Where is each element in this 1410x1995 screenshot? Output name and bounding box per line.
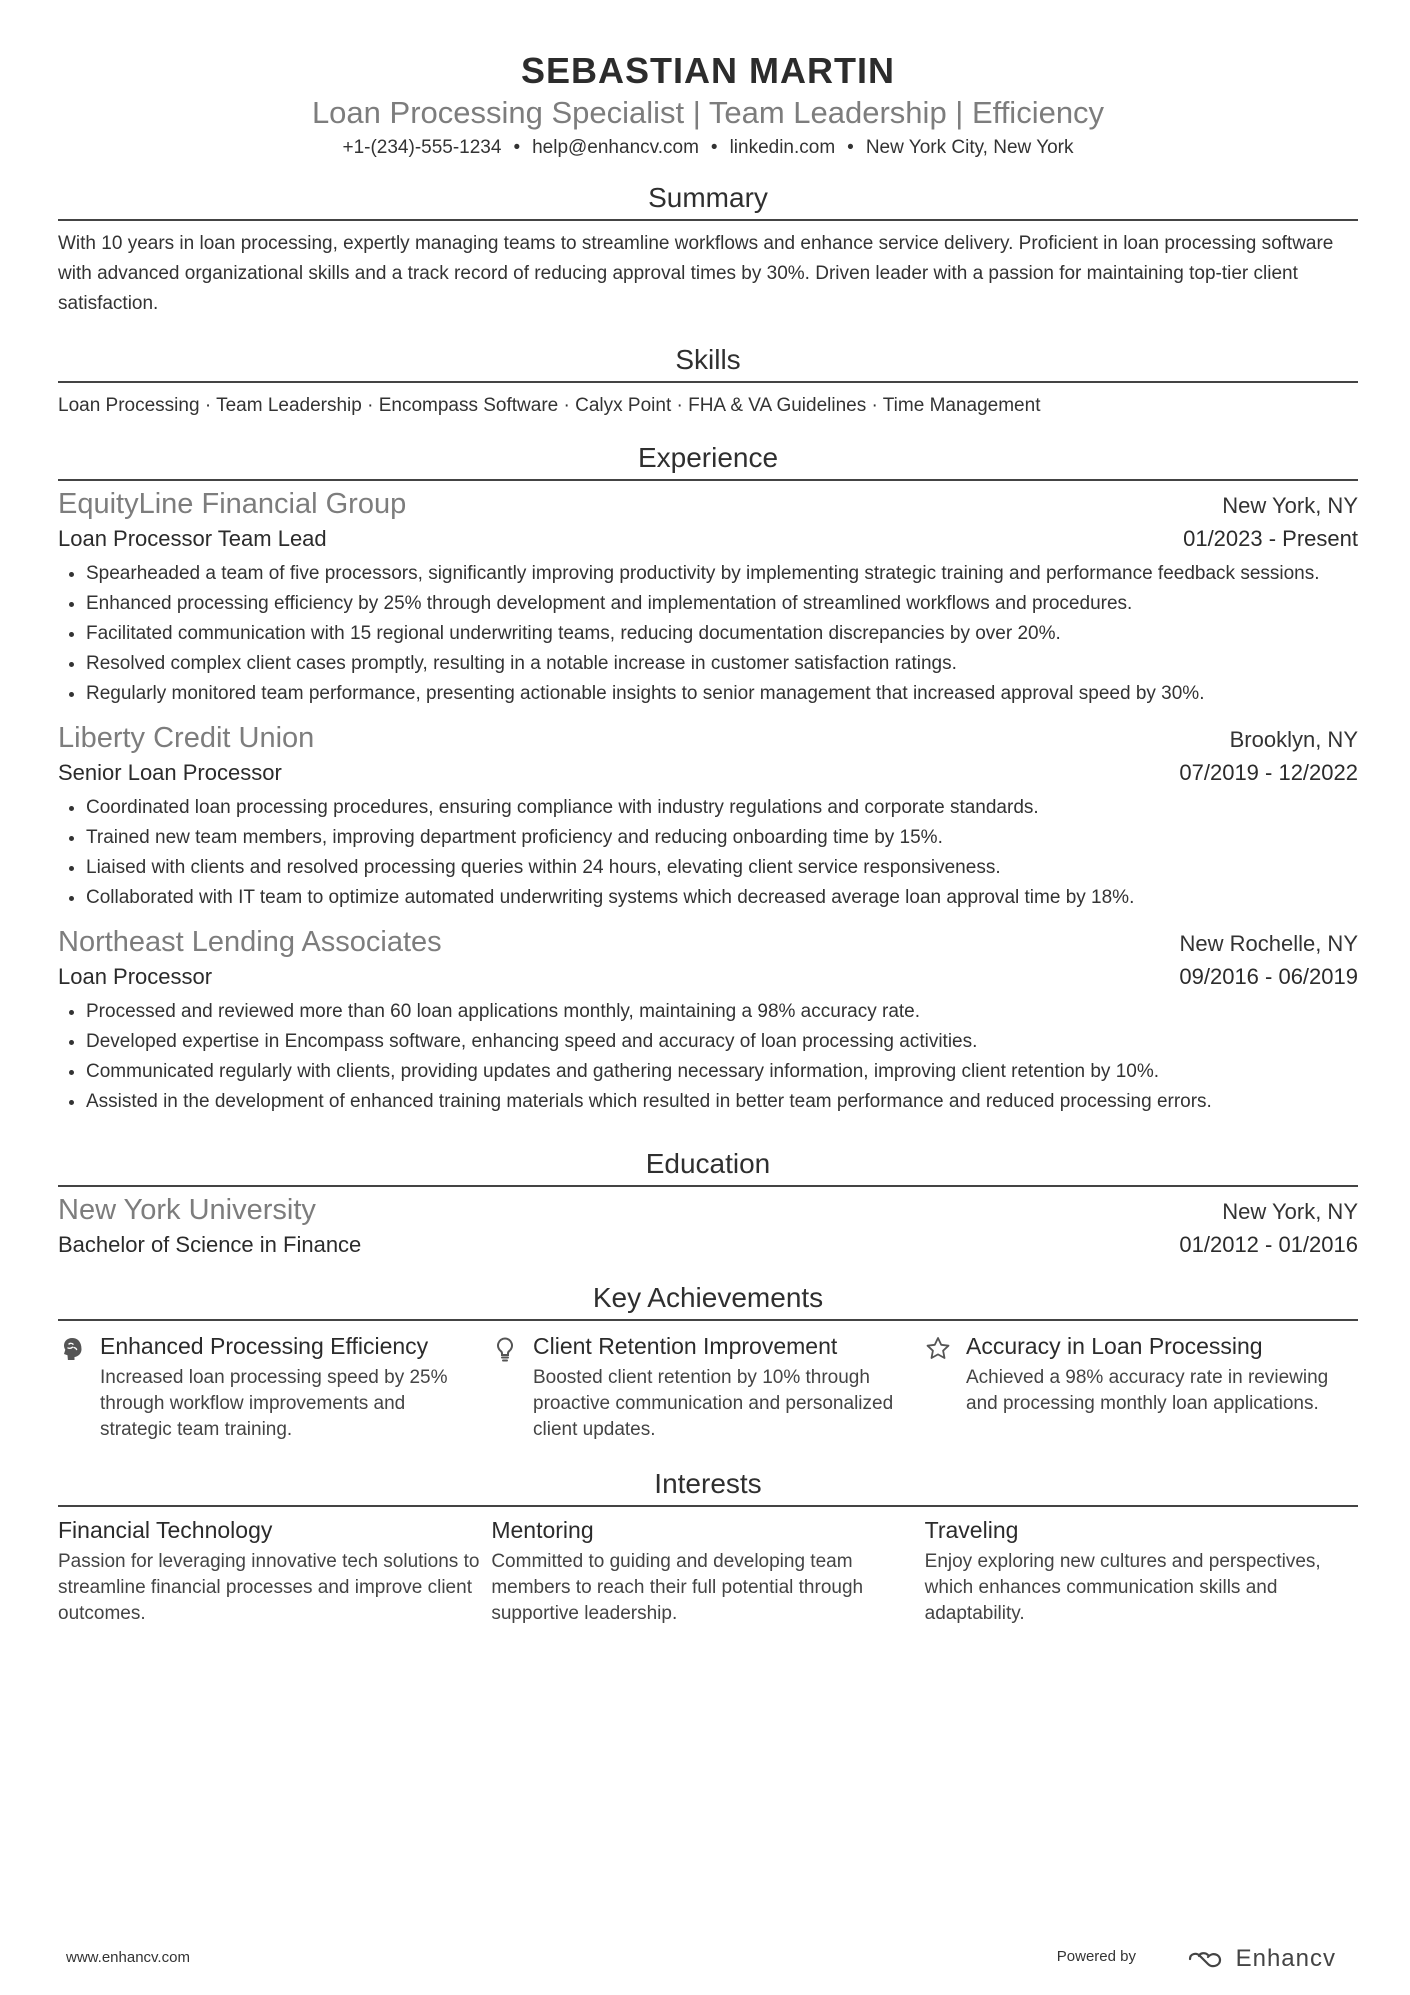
section-title: Interests (654, 1468, 762, 1499)
enhancv-logo-icon (1186, 1947, 1230, 1971)
company-name: EquityLine Financial Group (58, 488, 407, 520)
bullet-item: • Assisted in the development of enhanced training materials which resulted in better team performance and reduced processing errors. (86, 1087, 1358, 1117)
degree: Bachelor of Science in Finance (58, 1232, 362, 1257)
bullet-item: • Trained new team members, improving department proficiency and reducing onboarding time by 15%. (86, 823, 1358, 853)
summary-section (58, 181, 1358, 319)
job-location: Brooklyn, NY (1229, 727, 1358, 752)
achievement-description: Achieved a 98% accuracy rate in reviewing and processing monthly loan applications. (966, 1367, 1329, 1414)
education-section (58, 1147, 1358, 1261)
divider (58, 479, 1358, 481)
achievement-item (491, 1331, 924, 1443)
job-location: New York, NY (1222, 493, 1358, 518)
skills-section (58, 343, 1358, 421)
section-title: Skills (675, 344, 741, 375)
powered-by-label: Powered by (1056, 1948, 1136, 1965)
candidate-name: SEBASTIAN MARTIN (521, 50, 895, 91)
bullet-item: • Regularly monitored team performance, presenting actionable insights to senior management that increased approval speed by 30%. (86, 679, 1358, 709)
contact-line (58, 135, 1358, 161)
job-title: Loan Processor Team Lead (58, 526, 327, 551)
job-dates: 07/2019 - 12/2022 (1179, 760, 1358, 785)
school-name: New York University (58, 1194, 316, 1226)
resume-page (58, 0, 1358, 1627)
footer (66, 1945, 1336, 1975)
divider (58, 1505, 1358, 1507)
lightbulb-icon (491, 1335, 519, 1363)
education-dates: 01/2012 - 01/2016 (1179, 1232, 1358, 1257)
job-entry (58, 923, 1358, 1117)
interest-title: Financial Technology (58, 1517, 273, 1543)
brand-name: Enhancv (1235, 1945, 1336, 1972)
separator: • (513, 137, 521, 158)
job-bullets (58, 559, 1358, 709)
section-title: Key Achievements (592, 1282, 824, 1313)
bullet-item: • Spearheaded a team of five processors, significantly improving productivity by implementing strategic training and performance feedback sessions. (86, 559, 1358, 589)
company-name: Liberty Credit Union (58, 722, 315, 754)
headline: Loan Processing Specialist | Team Leadership | Efficiency (311, 95, 1105, 130)
school-location: New York, NY (1222, 1199, 1358, 1224)
separator: • (710, 137, 718, 158)
divider (58, 219, 1358, 221)
achievement-description: Increased loan processing speed by 25% through workflow improvements and strategic team training. (100, 1367, 448, 1440)
bullet-item: • Liaised with clients and resolved processing queries within 24 hours, elevating client service responsiveness. (86, 853, 1358, 883)
bullet-item: • Communicated regularly with clients, providing updates and gathering necessary information, improving client retention by 10%. (86, 1057, 1358, 1087)
achievement-title: Enhanced Processing Efficiency (100, 1333, 429, 1359)
achievement-item (58, 1331, 491, 1443)
job-dates: 01/2023 - Present (1183, 526, 1358, 551)
job-title: Loan Processor (58, 964, 213, 989)
achievement-description: Boosted client retention by 10% through proactive communication and personalized client updates. (533, 1367, 894, 1440)
brain-icon (58, 1335, 86, 1363)
interest-item (58, 1515, 491, 1627)
divider (58, 1185, 1358, 1187)
interests-section (58, 1467, 1358, 1627)
interest-item (491, 1515, 924, 1627)
job-dates: 09/2016 - 06/2019 (1179, 964, 1358, 989)
divider (58, 1319, 1358, 1321)
education-entry (58, 1191, 1358, 1261)
skills-list: Loan Processing · Team Leadership · Encompass Software · Calyx Point · FHA & VA Guidelines · Time Management (58, 395, 1041, 416)
footer-url[interactable]: www.enhancv.com (66, 1949, 190, 1966)
separator: • (847, 137, 854, 158)
interest-title: Traveling (924, 1517, 1019, 1543)
email-link[interactable]: help@enhancv.com (532, 137, 699, 158)
achievement-item (924, 1331, 1357, 1443)
phone: +1-(234)-555-1234 (342, 137, 502, 158)
linkedin-link[interactable]: linkedin.com (729, 137, 836, 158)
star-icon (924, 1335, 952, 1363)
summary-text: With 10 years in loan processing, expertly managing teams to streamline workflows and enhance service delivery. Proficient in loan processing software with advanced organizational skills and a track record of reducing approval times by 30%. Driven leader with a passion for maintaining top-tier client satisfaction. (58, 233, 1334, 314)
job-entry (58, 719, 1358, 913)
bullet-item: • Collaborated with IT team to optimize automated underwriting systems which decreased average loan approval time by 18%. (86, 883, 1358, 913)
job-bullets (58, 997, 1358, 1117)
job-location: New Rochelle, NY (1179, 931, 1358, 956)
divider (58, 381, 1358, 383)
section-title: Summary (648, 182, 768, 213)
bullet-item: • Processed and reviewed more than 60 loan applications monthly, maintaining a 98% accuracy rate. (86, 997, 1358, 1027)
interest-title: Mentoring (491, 1517, 594, 1543)
achievements-section (58, 1281, 1358, 1443)
interest-item (925, 1515, 1358, 1627)
experience-section (58, 441, 1358, 1117)
job-entry (58, 485, 1358, 709)
job-bullets (58, 793, 1358, 913)
enhancv-logo[interactable] (1186, 1945, 1336, 1973)
bullet-item: • Enhanced processing efficiency by 25% through development and implementation of streamlined workflows and procedures. (86, 589, 1358, 619)
section-title: Education (645, 1148, 771, 1179)
interest-description: Passion for leveraging innovative tech solutions to streamline financial processes and improve client outcomes. (58, 1551, 480, 1624)
interest-description: Enjoy exploring new cultures and perspectives, which enhances communication skills and adaptability. (924, 1551, 1321, 1624)
bullet-item: • Coordinated loan processing procedures, ensuring compliance with industry regulations and corporate standards. (86, 793, 1358, 823)
achievement-title: Client Retention Improvement (533, 1333, 838, 1359)
section-title: Experience (637, 442, 779, 473)
bullet-item: • Facilitated communication with 15 regional underwriting teams, reducing documentation discrepancies by over 20%. (86, 619, 1358, 649)
company-name: Northeast Lending Associates (58, 926, 442, 958)
interest-description: Committed to guiding and developing team members to reach their full potential through supportive leadership. (491, 1551, 864, 1624)
bullet-item: • Developed expertise in Encompass software, enhancing speed and accuracy of loan processing activities. (86, 1027, 1358, 1057)
job-title: Senior Loan Processor (58, 760, 282, 785)
bullet-item: • Resolved complex client cases promptly, resulting in a notable increase in customer satisfaction ratings. (86, 649, 1358, 679)
achievement-title: Accuracy in Loan Processing (966, 1333, 1263, 1359)
location: New York City, New York (865, 137, 1074, 158)
